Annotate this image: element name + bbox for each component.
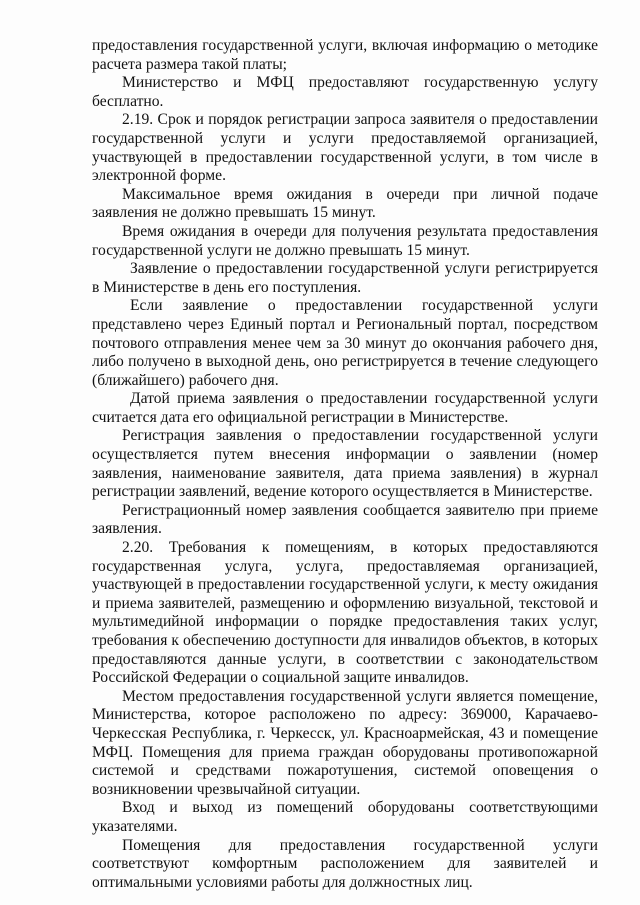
- paragraph-max-wait-result: Время ожидания в очереди для получения результата предоставления государственной услуги не должно превышать 15 минут.: [92, 222, 598, 259]
- paragraph-service-location: Местом предоставления государственной услуги является помещение, Министерства, которое расположено по адресу: 369000, Карачаево-Черкесская Республика, г. Черкесск, ул. Красноармейская, 43 и помещение МФЦ. Помещения для приема граждан оборудованы противопожарной системой и средствами пожаротушения, системой оповещения о возникновении чрезвычайной ситуации.: [92, 687, 598, 798]
- paragraph-section-2-19: 2.19. Срок и порядок регистрации запроса заявителя о предоставлении государственной услуги и услуги предоставляемой организацией, участвующей в предоставлении государственной услуги, в том числе в электронной форме.: [92, 111, 598, 185]
- paragraph-registration-number: Регистрационный номер заявления сообщается заявителю при приеме заявления.: [92, 501, 598, 538]
- paragraph-registration-day: Заявление о предоставлении государственной услуги регистрируется в Министерстве в день его поступления.: [92, 260, 598, 296]
- paragraph-acceptance-date: Датой приема заявления о предоставлении государственной услуги считается дата его официальной регистрации в Министерстве.: [92, 390, 598, 426]
- paragraph-late-submission: Если заявление о предоставлении государственной услуги представлено через Единый портал и Региональный портал, посредством почтового отправления менее чем за 30 минут до окончания рабочего дня, либо получено в выходной день, оно регистрируется в течение следующего (ближайшего) рабочего дня.: [92, 297, 598, 389]
- document-body: [92, 37, 598, 892]
- paragraph-max-wait-submit: Максимальное время ожидания в очереди при личной подаче заявления не должно превышать 15 минут.: [92, 185, 598, 222]
- paragraph-fee-method: предоставления государственной услуги, включая информацию о методике расчета размера такой платы;: [92, 37, 598, 73]
- paragraph-section-2-20: 2.20. Требования к помещениям, в которых предоставляются государственная услуга, услуга, предоставляемая организацией, участвующей в предоставлении государственной услуги, к месту ожидания и приема заявителей, размещению и оформлению визуальной, текстовой и мультимедийной информации о порядке предоставления таких услуг, требования к обеспечению доступности для инвалидов объектов, в которых предоставляются данные услуги, в соответствии с законодательством Российской Федерации о социальной защите инвалидов.: [92, 539, 598, 687]
- paragraph-free-service: Министерство и МФЦ предоставляют государственную услугу бесплатно.: [92, 74, 598, 110]
- paragraph-entrance-exit: Вход и выход из помещений оборудованы соответствующими указателями.: [92, 799, 598, 835]
- paragraph-premises-comfort: Помещения для предоставления государственной услуги соответствуют комфортным расположением для заявителей и оптимальными условиями работы для должностных лиц.: [92, 836, 598, 891]
- paragraph-registration-journal: Регистрация заявления о предоставлении государственной услуги осуществляется путем внесения информации о заявлении (номер заявления, наименование заявителя, дата приема заявления) в журнал регистрации заявлений, ведение которого осуществляется в Министерстве.: [92, 427, 598, 501]
